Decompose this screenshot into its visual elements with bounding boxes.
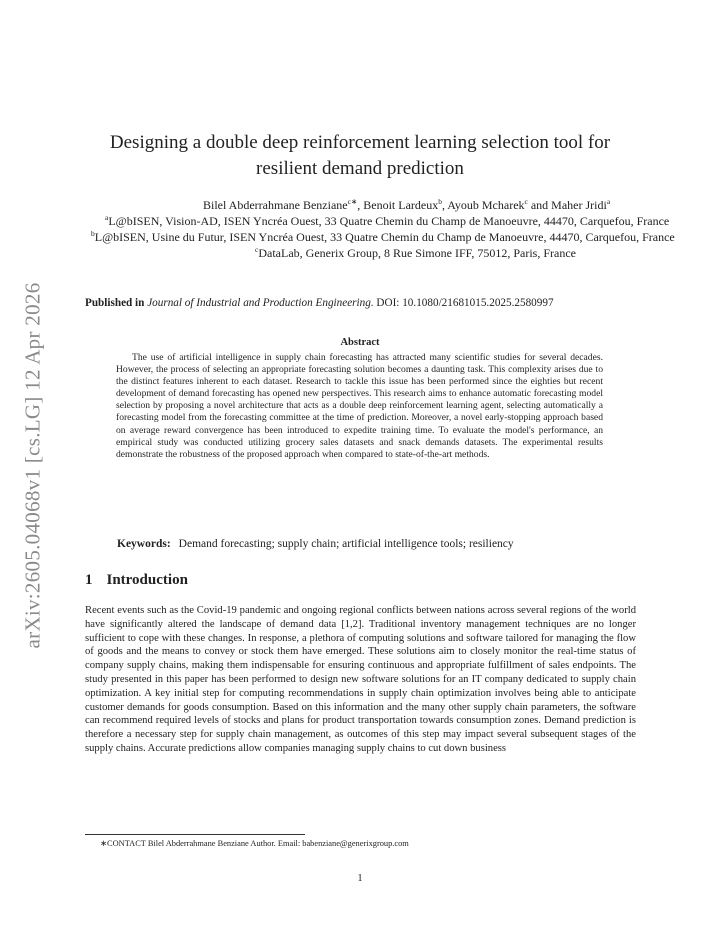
abstract-heading: Abstract — [340, 337, 380, 348]
author-4-affil: a — [606, 197, 611, 206]
author-3-affil: c — [524, 197, 528, 206]
keywords — [117, 538, 637, 550]
author-1: Bilel Abderrahmane Benziane — [203, 198, 348, 212]
author-2: , Benoit Lardeux — [357, 198, 439, 212]
arxiv-id-label: arXiv:2605.04068v1 [cs.LG] 12 Apr 2026 — [20, 281, 45, 649]
abstract-body: The use of artificial intelligence in supply chain forecasting has attracted many scientific studies for several decades. However, the process of selecting an appropriate forecasting solution becomes a daunting task. This complexity arises due to the distinct features inherent to each dataset. Research to tackle this issue has been performed since the eighties but recent development of demand forecasting has opened new perspectives. This research aims to enhance automatic forecasting model selection by proposing a novel architecture that acts as a double deep reinforcement learning agent, selecting automatically a forecasting model from the forecasting committee at the time of prediction. Moreover, a novel early-stopping approach based on average reward convergence has been introduced to expedite training time. To evaluate the model's performance, an empirical study was conducted utilizing grocery sales datasets and snack demands datasets. The experimental results demonstrate the robustness of the proposed approach when compared to state-of-the-art methods. — [116, 352, 603, 460]
affiliation-a-text: L@bISEN, Vision-AD, ISEN Yncréa Ouest, 33 Quatre Chemin du Champ de Manoeuvre, 44470, Carquefou, France — [108, 214, 670, 228]
keywords-text: Demand forecasting; supply chain; artificial intelligence tools; resiliency — [178, 538, 514, 550]
arxiv-sidebar-stamp — [18, 260, 48, 670]
affiliation-b-mark: b — [91, 229, 95, 238]
section-heading — [85, 572, 485, 589]
published-label: Published in — [85, 297, 145, 309]
section-number: 1 — [85, 572, 93, 588]
affiliation-b-text: L@bISEN, Usine du Futur, ISEN Yncréa Ouest, 33 Quatre Chemin du Champ de Manoeuvre, 44470, Carquefou, France — [94, 230, 675, 244]
keywords-label: Keywords: — [117, 538, 171, 550]
journal-name: Journal of Industrial and Production Engineering. — [147, 297, 374, 309]
footnote: ∗CONTACT Bilel Abderrahmane Benziane Author. Email: babenziane@generixgroup.com — [100, 839, 409, 848]
author-1-affil: c∗ — [347, 197, 358, 206]
affiliation-c-mark: c — [255, 245, 259, 254]
affiliation-b — [91, 229, 720, 245]
affiliation-a — [105, 213, 720, 229]
title-line-2: resilient demand prediction — [256, 158, 464, 179]
paper-title — [85, 130, 635, 182]
introduction-paragraph: Recent events such as the Covid-19 pandemic and ongoing regional conflicts between nations across several regions of the world have significantly altered the landscape of demand data [1,2]. Traditional inventory management techniques are no longer sufficient to cope with these changes. In response, a plethora of computing solutions and software tailored for managing the flow of goods and the means to convey or stock them have emerged. These solutions aim to closely monitor the real-time status of company supply chains, making them indispensable for ensuring continuous and appropriate fulfillment of sales endpoints. The study presented in this paper has been performed to design new software solutions for an IT company dedicated to supply chain optimization. A key initial step for computing recommendations in supply chain optimization involves being able to anticipate customer demands for goods consumption. Based on this information and the many other supply chain parameters, the software can recommend required levels of stocks and plans for product transportation towards consumption zones. Demand prediction is therefore a necessary step for supply chain management, as outcomes of this step may impact several subsequent stages of the supply chains. Accurate predictions allow companies managing supply chains to cut down business — [85, 605, 636, 754]
affiliation-c-text: DataLab, Generix Group, 8 Rue Simone IFF, 75012, Paris, France — [258, 246, 576, 260]
author-block — [85, 197, 720, 261]
author-3: , Ayoub Mcharek — [441, 198, 525, 212]
section-title: Introduction — [106, 572, 188, 588]
footnote-rule — [85, 834, 305, 835]
author-2-affil: b — [438, 197, 442, 206]
doi-text: DOI: 10.1080/21681015.2025.2580997 — [376, 297, 554, 309]
affiliation-a-mark: a — [105, 213, 109, 222]
author-list — [203, 197, 720, 213]
publication-info — [85, 297, 645, 309]
page-number: 1 — [357, 873, 363, 884]
affiliation-c — [255, 245, 720, 261]
author-4: and Maher Jridi — [527, 198, 607, 212]
title-line-1: Designing a double deep reinforcement learning selection tool for — [109, 132, 611, 153]
